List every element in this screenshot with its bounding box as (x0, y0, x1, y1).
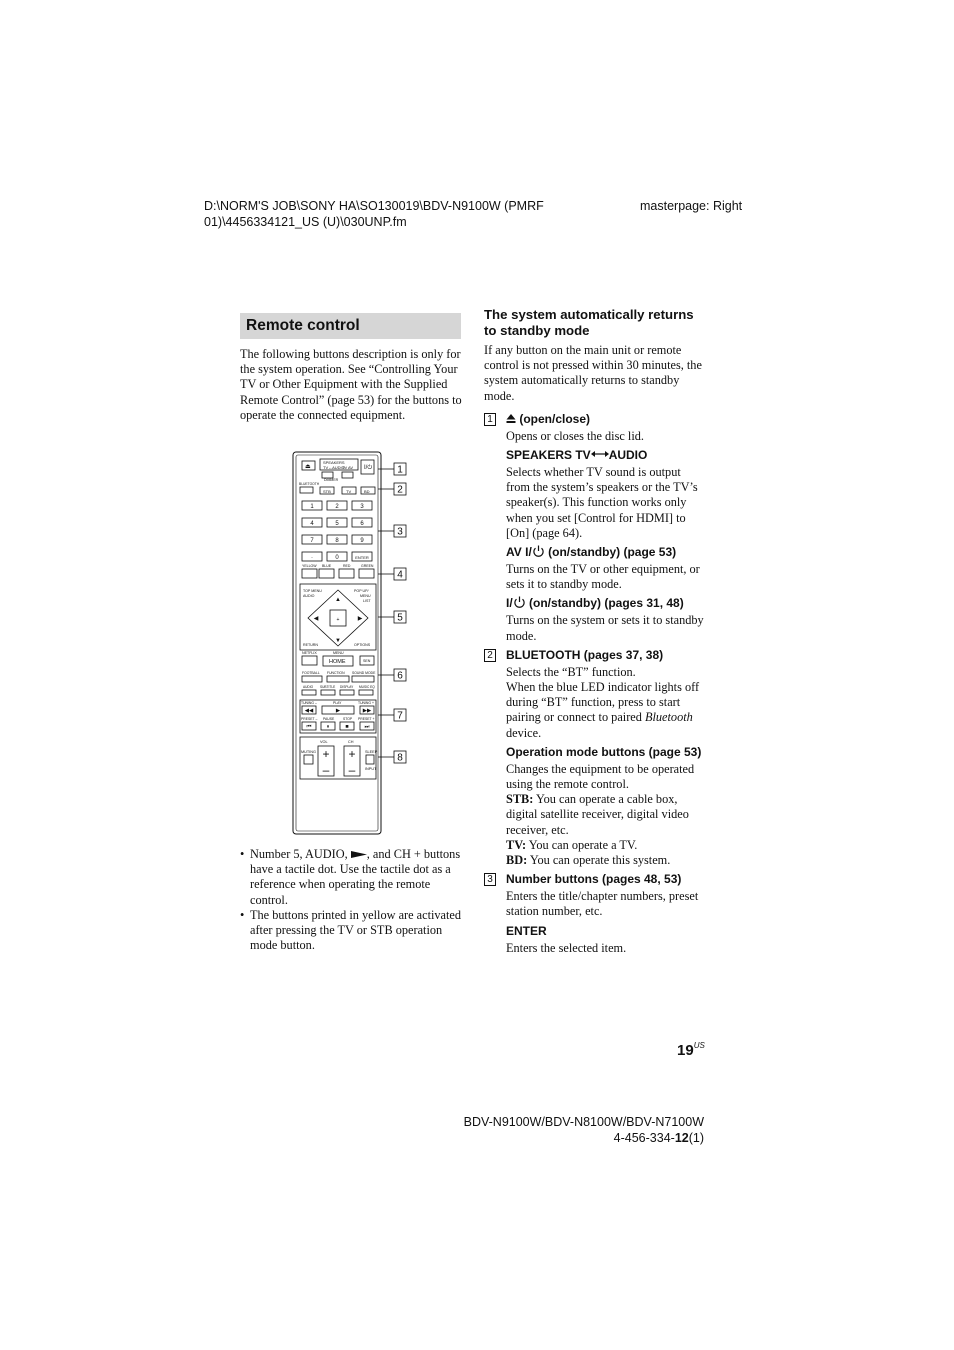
standby-intro: If any button on the main unit or remote control is not pressed within 30 minutes, the system automatically returns to standby mode. (484, 343, 702, 403)
power-icon (532, 545, 545, 557)
svg-text:STOP: STOP (343, 717, 353, 721)
svg-text:▶: ▶ (335, 708, 341, 714)
callout-number: 5 (397, 612, 403, 624)
svg-text:+: + (348, 747, 356, 761)
footer-models: BDV-N9100W/BDV-N8100W/BDV-N7100W (463, 1115, 704, 1129)
svg-text:◀◀: ◀◀ (304, 708, 314, 714)
svg-text:SLEEP: SLEEP (365, 750, 378, 754)
item-desc: Selects the “BT” function. (506, 664, 636, 679)
item-heading-text: (on/standby) (pages 31, 48) (529, 596, 684, 611)
item-3 (484, 871, 706, 956)
item-desc: Turns on the TV or other equipment, or sets it to standby mode. (506, 562, 700, 592)
svg-text:I/⏻: I/⏻ (364, 465, 373, 471)
item-heading: Operation mode buttons (page 53) (506, 744, 702, 759)
item-desc: Changes the equipment to be operated using the remote control. (506, 761, 695, 792)
svg-text:+: + (322, 747, 330, 761)
footer-code (440, 1130, 704, 1146)
remote-key-label: 5 (335, 521, 339, 527)
svg-text:POP UP/: POP UP/ (354, 589, 369, 593)
svg-text:SOUND MODE: SOUND MODE (352, 671, 376, 675)
eject-icon (506, 413, 516, 424)
mode-tv (506, 838, 706, 853)
svg-text:VOL: VOL (320, 740, 328, 744)
svg-text:FUNCTION: FUNCTION (327, 671, 345, 675)
mode-value: You can operate this system. (529, 853, 671, 868)
remote-key-label: 1 (310, 504, 314, 510)
item-2 (484, 647, 706, 868)
item-heading: Number buttons (pages 48, 53) (506, 872, 682, 887)
svg-text:TV↔AUDIO: TV↔AUDIO (323, 465, 345, 470)
desc-italic: Bluetooth (644, 710, 693, 725)
svg-text:PAUSE: PAUSE (323, 717, 335, 721)
callout-number: 2 (397, 484, 403, 496)
mode-key: STB: (506, 792, 534, 807)
svg-text:⏮: ⏮ (306, 724, 312, 730)
item-desc: Selects whether TV sound is output from the system’s speakers or the TV’s speaker(s). This function works only when you set [Control for HDMI] to [On] (page 64). (506, 465, 698, 540)
svg-text:▶: ▶ (357, 616, 363, 622)
svg-text:YELLOW: YELLOW (302, 564, 317, 568)
remote-key-label: ENTER (355, 555, 369, 560)
item-1 (484, 411, 706, 644)
page-number (677, 1041, 705, 1059)
svg-text:HOME: HOME (329, 659, 346, 665)
svg-text:GREEN: GREEN (361, 564, 374, 568)
double-arrow-icon (591, 450, 609, 458)
right-column (484, 307, 706, 956)
svg-text:▶▶: ▶▶ (362, 708, 372, 714)
section-title: Remote control (240, 313, 461, 339)
svg-text:DIMMER: DIMMER (324, 478, 339, 482)
svg-text:TV AV: TV AV (342, 465, 354, 470)
item-heading (506, 544, 706, 560)
remote-key-label: 7 (310, 538, 314, 544)
svg-text:INPUT: INPUT (365, 767, 377, 771)
svg-text:MUTING: MUTING (301, 750, 316, 754)
svg-text:⏏: ⏏ (305, 464, 311, 470)
svg-text:PRESET –: PRESET – (301, 717, 318, 721)
item-desc: Turns on the system or sets it to standby mode. (506, 613, 704, 643)
page-number-value: 19 (677, 1042, 694, 1059)
svg-text:–: – (348, 763, 356, 777)
svg-text:NETFLIX: NETFLIX (302, 651, 317, 655)
footer-code-c: (1) (688, 1131, 704, 1145)
item-heading-text: I/ (506, 596, 513, 611)
note-item-yellow: • The buttons printed in yellow are activated after pressing the TV or STB operation mode button. (240, 908, 462, 954)
item-number: 2 (484, 649, 496, 662)
remote-key-label: 9 (360, 538, 364, 544)
play-icon (351, 850, 367, 859)
item-heading-text: AUDIO (608, 448, 648, 463)
remote-key-label: 3 (360, 504, 364, 510)
remote-key-label: 0 (335, 555, 339, 561)
note-list (240, 847, 462, 953)
mode-key: BD: (506, 853, 528, 868)
svg-text:RETURN: RETURN (303, 643, 318, 647)
svg-text:AUDIO: AUDIO (303, 685, 314, 689)
svg-text:FOOTBALL: FOOTBALL (302, 671, 320, 675)
header-file-path: D:\NORM'S JOB\SONY HA\SO130019\BDV-N9100W (PMRF 01)\4456334121_US (U)\030UNP.fm (204, 199, 544, 229)
svg-text:MUSIC EQ: MUSIC EQ (359, 685, 375, 689)
svg-text:AUDIO: AUDIO (303, 594, 315, 598)
item-heading-text: (on/standby) (page 53) (548, 545, 677, 560)
item-heading: BLUETOOTH (pages 37, 38) (506, 647, 664, 662)
svg-text:▲: ▲ (335, 597, 341, 603)
svg-text:TUNING +: TUNING + (358, 701, 374, 705)
callout-number: 6 (397, 670, 403, 682)
svg-text:CH: CH (348, 740, 354, 744)
svg-text:RED: RED (343, 564, 351, 568)
svg-text:MENU: MENU (360, 594, 371, 598)
desc-text: device. (506, 725, 542, 740)
mode-bd (506, 853, 706, 868)
svg-text:+: + (336, 617, 340, 623)
svg-text:BD: BD (364, 489, 370, 494)
item-desc (506, 680, 706, 741)
svg-text:DISPLAY: DISPLAY (340, 685, 354, 689)
remote-key-label: 4 (310, 521, 314, 527)
svg-text:SUBTITLE: SUBTITLE (320, 685, 336, 689)
item-number: 1 (484, 413, 496, 426)
svg-text:⏭: ⏭ (364, 724, 370, 730)
remote-key-label: · (311, 555, 313, 561)
remote-key-label: 2 (335, 504, 339, 510)
svg-text:▼: ▼ (335, 638, 341, 644)
svg-text:OPTIONS: OPTIONS (354, 643, 371, 647)
item-heading-text: (open/close) (519, 411, 591, 426)
item-heading (506, 411, 706, 427)
header-masterpage: masterpage: Right (640, 199, 743, 213)
item-heading-text: AV I/ (506, 545, 532, 560)
svg-text:BLUE: BLUE (322, 564, 332, 568)
svg-text:–: – (322, 763, 330, 777)
item-desc: Enters the title/chapter numbers, preset station number, etc. (506, 889, 699, 919)
svg-text:TV: TV (346, 489, 352, 494)
svg-text:◀: ◀ (313, 616, 319, 622)
item-number: 3 (484, 873, 496, 886)
item-heading-text: SPEAKERS TV (506, 448, 591, 463)
page-number-suffix: US (693, 1041, 705, 1050)
footer-code-a: 4-456-334- (613, 1131, 675, 1145)
svg-text:MENU: MENU (333, 651, 344, 655)
callout-number: 3 (397, 526, 403, 538)
item-heading: ENTER (506, 923, 547, 938)
intro-paragraph: The following buttons description is only for the system operation. See “Controlling Your TV or Other Equipment with the Supplied Remote Control” (page 53) for the buttons to operate the connected equipment. (240, 347, 462, 422)
svg-text:TUNING –: TUNING – (301, 701, 317, 705)
mode-key: TV: (506, 837, 527, 852)
svg-text:PLAY: PLAY (333, 701, 342, 705)
power-icon (513, 596, 526, 608)
footer-code-b: 12 (674, 1131, 689, 1145)
mode-value: You can operate a cable box, digital satellite receiver, digital video receiver, etc. (506, 792, 689, 837)
svg-text:LIST: LIST (363, 599, 371, 603)
note-text-a: Number 5, AUDIO, (250, 847, 348, 861)
svg-text:BLUETOOTH: BLUETOOTH (299, 482, 320, 486)
svg-text:SEN: SEN (363, 659, 371, 663)
item-heading (506, 447, 706, 463)
callout-number: 4 (397, 569, 403, 581)
callout-number: 7 (397, 710, 403, 722)
remote-key-label: 8 (335, 538, 339, 544)
standby-section-title: The system automatically returns to standby mode (484, 307, 694, 338)
callout-number: 1 (397, 464, 403, 476)
svg-text:⏸: ⏸ (326, 724, 330, 730)
mode-value: You can operate a TV. (528, 837, 638, 852)
svg-text:TOP MENU: TOP MENU (303, 589, 322, 593)
svg-text:STB: STB (323, 489, 331, 494)
svg-text:PRESET +: PRESET + (358, 717, 375, 721)
svg-text:■: ■ (345, 724, 349, 730)
svg-text:SPEAKERS: SPEAKERS (323, 460, 345, 465)
mode-stb (506, 792, 706, 838)
item-desc: Opens or closes the disc lid. (506, 428, 644, 443)
remote-control-illustration (288, 450, 420, 838)
remote-key-label: 6 (360, 521, 364, 527)
item-heading (506, 595, 706, 611)
note-text-b: , and CH + buttons have a tactile dot. Use the tactile dot as a reference when operating the remote control. (250, 847, 461, 907)
callout-number: 8 (397, 752, 403, 764)
note-item-tactile (240, 847, 462, 908)
desc-text: When the blue LED indicator lights off during “BT” function, press to start pairing or connect to paired (506, 680, 700, 725)
item-desc: Enters the selected item. (506, 940, 627, 955)
